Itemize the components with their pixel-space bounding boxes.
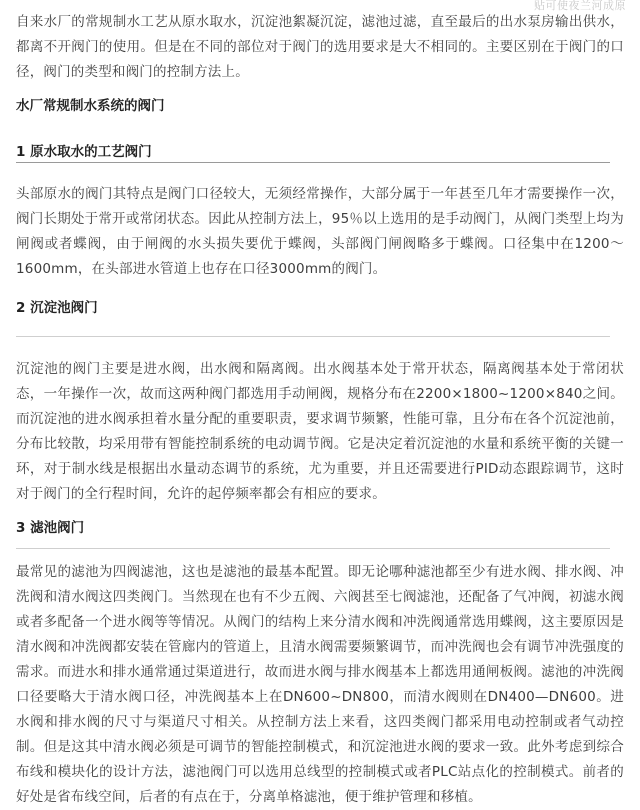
section-1-heading: 1 原水取水的工艺阀门 — [16, 144, 152, 160]
main-heading: 水厂常规制水系统的阀门 — [16, 98, 165, 114]
section-2-body: 沉淀池的阀门主要是进水阀，出水阀和隔离阀。出水阀基本处于常开状态，隔离阀基本处于常闭状态，一年操作一次，故而这两种阀门都选用手动闸阀，规格分布在2200×1800~1200×840之间。而沉淀池的进水阀承担着水量分配的重要职责，要求调节频繁，性能可靠，且分布在各个沉淀池前，分布比较散，均采用带有智能控制系统的电动调节阀。它是决定着沉淀池的水量和系统平衡的关键一环，对于制水线是根据出水量动态调节的系统，尤为重要，并且还需要进行PID动态跟踪调节，这时对于阀门的全行程时间，允许的起停频率都会有相应的要求。 — [16, 361, 624, 502]
section-2-divider — [16, 336, 610, 337]
section-3-divider — [16, 548, 610, 549]
section-1-divider — [16, 162, 610, 163]
section-2-heading: 2 沉淀池阀门 — [16, 300, 98, 316]
section-3-body: 最常见的滤池为四阀滤池，这也是滤池的最基本配置。即无论哪种滤池都至少有进水阀、排水阀、冲洗阀和清水阀这四类阀门。当然现在也有不少五阀、六阀甚至七阀滤池，还配备了气冲阀，初滤水阀或者多配备一个进水阀等等情况。从阀门的结构上来分清水阀和冲洗阀通常选用蝶阀，这主要原因是清水阀和冲洗阀都安装在管廊内的管道上，且清水阀需要频繁调节，而冲洗阀也会有调节冲洗强度的需求。而进水和排水通常通过渠道进行，故而进水阀与排水阀基本上都选用通闸板阀。滤池的冲洗阀口径要略大于清水阀口径，冲洗阀基本上在DN600~DN800，而清水阀则在DN400—DN600。进水阀和排水阀的尺寸与渠道尺寸相关。从控制方法上来看，这四类阀门都采用电动控制或者气动控制。但是这其中清水阀必须是可调节的智能控制模式，和沉淀池进水阀的要求一致。此外考虑到综合布线和模块化的设计方法，滤池阀门可以选用总线型的控制模式或者PLC站点化的控制模式。前者的好处是省布线空间，后者的有点在于，分离单格滤池，便于维护管理和移植。 — [16, 564, 624, 805]
watermark-text: 贴可使夜兰河成原 — [534, 0, 626, 12]
section-3-heading: 3 滤池阀门 — [16, 520, 85, 536]
intro-paragraph: 自来水厂的常规制水工艺从原水取水，沉淀池絮凝沉淀，滤池过滤，直至最后的出水泵房输出供水，都离不开阀门的使用。但是在不同的部位对于阀门的选用要求是大不相同的。主要区别在于阀门的口径，阀门的类型和阀门的控制方法上。 — [16, 14, 624, 80]
section-1-body: 头部原水的阀门其特点是阀门口径较大，无须经常操作，大部分属于一年甚至几年才需要操作一次，阀门长期处于常开或常闭状态。因此从控制方法上，95％以上选用的是手动阀门，从阀门类型上均为闸阀或者蝶阀，由于闸阀的水头损失要优于蝶阀，头部阀门闸阀略多于蝶阀。口径集中在1200～1600mm，在头部进水管道上也存在口径3000mm的阀门。 — [16, 186, 624, 277]
